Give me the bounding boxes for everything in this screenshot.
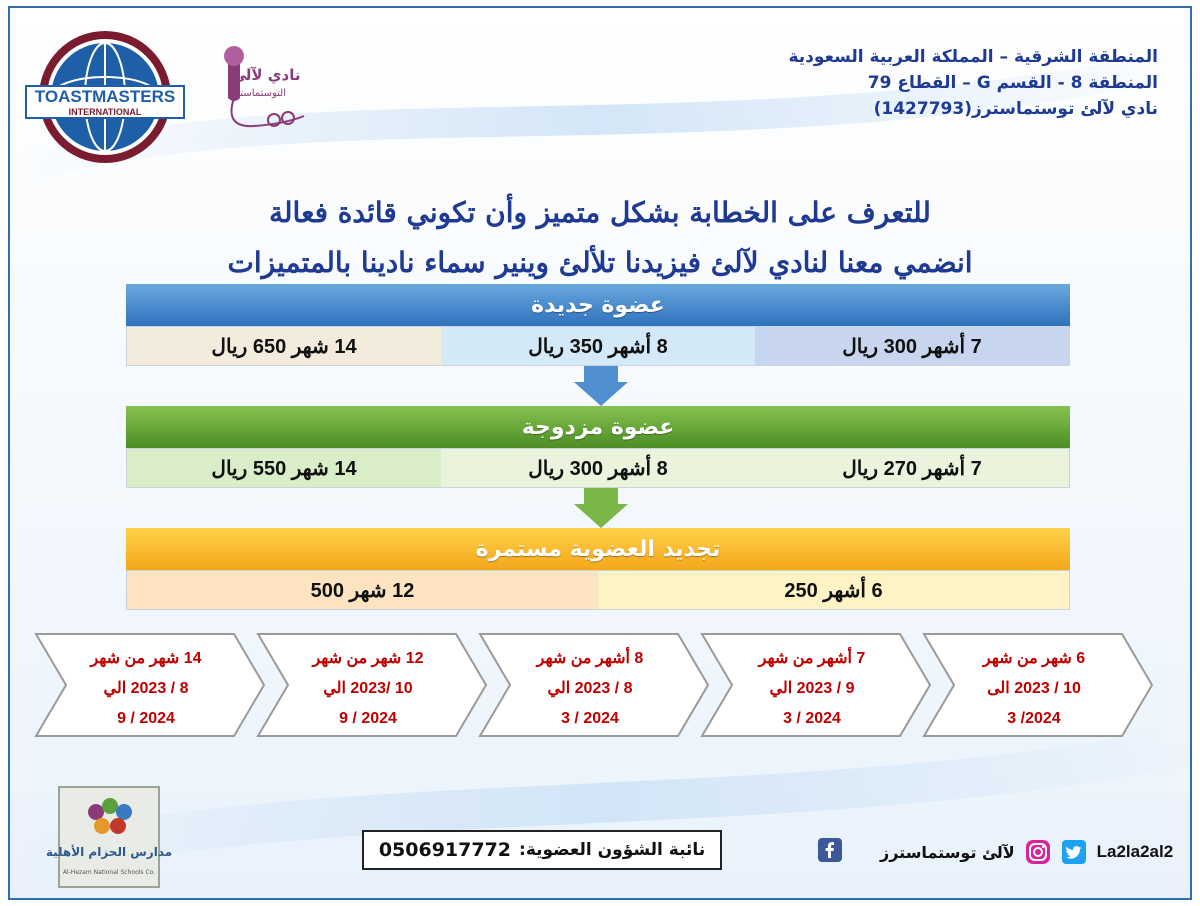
- header-region: المنطقة الشرقية – المملكة العربية السعودية: [788, 47, 1158, 67]
- dual-member-title: عضوة مزدوجة: [126, 406, 1070, 448]
- option-7-months: 7 أشهر 300 ريال: [755, 327, 1069, 365]
- headline-line2: انضمي معنا لنادي لآلئ فيزيدنا تلألئ وينير سماء نادينا بالمتميزات: [227, 246, 973, 279]
- option-7-months: 7 أشهر 270 ريال: [755, 449, 1069, 487]
- toastmasters-logo-sub: INTERNATIONAL: [68, 107, 142, 117]
- contact-phone[interactable]: 0506917772: [378, 839, 512, 861]
- period-length: 7 أشهر من شهر: [758, 650, 866, 667]
- club-logo-name: نادي لآلئ: [232, 66, 301, 84]
- toastmasters-logo-word: TOASTMASTERS: [34, 87, 176, 106]
- option-8-months: 8 أشهر 300 ريال: [441, 449, 755, 487]
- period-length: 12 شهر من شهر: [312, 650, 424, 667]
- period-chevron-8: [478, 630, 712, 740]
- period-end: 2024 / 3: [783, 710, 841, 727]
- period-end: 2024/ 3: [1007, 710, 1061, 727]
- facebook-icon[interactable]: [818, 838, 842, 862]
- new-member-title: عضوة جديدة: [126, 284, 1070, 326]
- option-14-months: 14 شهر 550 ريال: [127, 449, 441, 487]
- period-length: 8 أشهر من شهر: [536, 650, 644, 667]
- option-14-months: 14 شهر 650 ريال: [127, 327, 441, 365]
- period-start: 10 /2023 الي: [323, 680, 413, 697]
- dual-member-options: [126, 448, 1070, 488]
- twitter-icon[interactable]: [1061, 839, 1087, 865]
- school-sub: Al-Hezam National Schools Co.: [62, 869, 156, 876]
- social-handle[interactable]: La2la2al2: [1096, 842, 1174, 861]
- instagram-icon[interactable]: [1025, 839, 1051, 865]
- club-logo-sub: التوستماسترز: [230, 88, 286, 99]
- new-member-section: [126, 284, 1070, 366]
- period-length: 6 شهر من شهر: [982, 650, 1086, 667]
- new-member-options: [126, 326, 1070, 366]
- school-logo: [45, 786, 173, 888]
- option-6-months: 6 أشهر 250: [598, 571, 1069, 609]
- option-12-months: 12 شهر 500: [127, 571, 598, 609]
- header-info: [788, 44, 1158, 122]
- social-links: [880, 838, 1173, 866]
- renewal-options: [126, 570, 1070, 610]
- dual-member-section: [126, 406, 1070, 488]
- period-start: 9 / 2023 الي: [769, 680, 855, 697]
- header-district: المنطقة 8 - القسم G – القطاع 79: [867, 73, 1158, 93]
- period-length: 14 شهر من شهر: [90, 650, 202, 667]
- period-end: 2024 / 9: [339, 710, 397, 727]
- arrow-down-icon: [574, 366, 628, 406]
- renewal-section: [126, 528, 1070, 610]
- option-8-months: 8 أشهر 350 ريال: [441, 327, 755, 365]
- toastmasters-logo: [24, 26, 186, 168]
- header-club: نادي لآلئ توستماسترز(1427793): [873, 99, 1158, 119]
- period-chevron-6: [922, 630, 1156, 740]
- period-chevron-14: [34, 630, 268, 740]
- period-end: 2024 / 9: [117, 710, 175, 727]
- period-start: 8 / 2023 الي: [103, 680, 189, 697]
- period-end: 2024 / 3: [561, 710, 619, 727]
- period-chevron-7: [700, 630, 934, 740]
- period-chevron-12: [256, 630, 490, 740]
- contact-box: [362, 830, 722, 870]
- contact-label: نائبة الشؤون العضوية:: [519, 840, 706, 860]
- arrow-down-icon: [574, 488, 628, 528]
- headline-line1: للتعرف على الخطابة بشكل متميز وأن تكوني قائدة فعالة: [269, 196, 931, 229]
- period-start: 8 / 2023 الي: [547, 680, 633, 697]
- headline: [160, 188, 1040, 288]
- social-name: لآلئ توستماسترز: [880, 842, 1015, 862]
- school-name: مدارس الحزام الأهلية: [45, 845, 173, 859]
- renewal-title: تجديد العضوية مستمرة: [126, 528, 1070, 570]
- period-start: 10 / 2023 الى: [987, 680, 1081, 697]
